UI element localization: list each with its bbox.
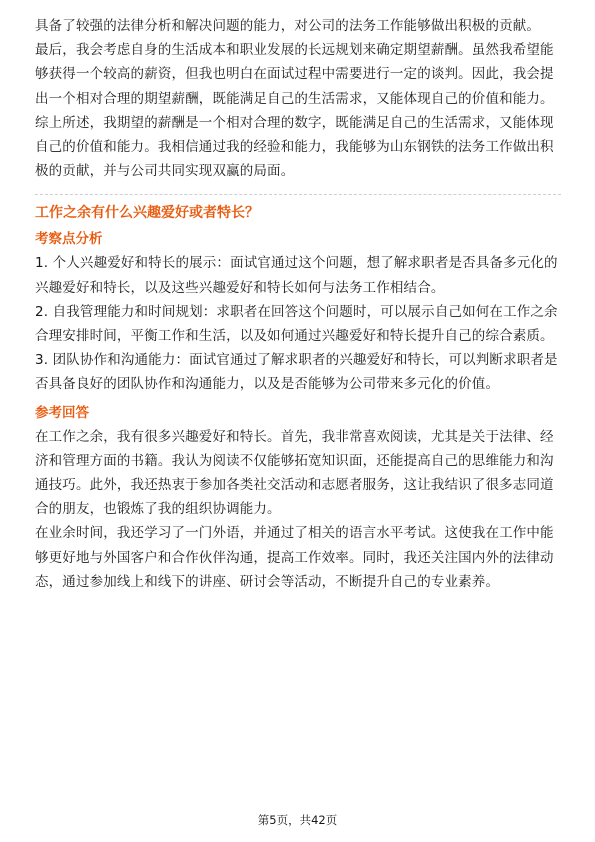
intro-paragraph: 最后，我会考虑自身的生活成本和职业发展的长远规划来确定期望薪酬。虽然我希望能够获得一个较高的薪资，但我也明白在面试过程中需要进行一定的谈判。因此，我会提出一个相对合理的期望薪酬，既能满足自己的生活需求，又能体现自己的价值和能力。 [35,42,554,107]
intro-paragraph: 具备了较强的法律分析和解决问题的能力，对公司的法务工作能够做出积极的贡献。 [35,18,541,34]
analysis-point: 3. 团队协作和沟通能力：面试官通过了解求职者的兴趣爱好和特长，可以判断求职者是否具备良好的团队协作和沟通能力，以及是否能够为公司带来多元化的价值。 [35,352,558,393]
analysis-point: 1. 个人兴趣爱好和特长的展示：面试官通过这个问题，想了解求职者是否具备多元化的兴趣爱好和特长，以及这些兴趣爱好和特长如何与法务工作相结合。 [35,255,558,296]
answer-paragraph: 在工作之余，我有很多兴趣爱好和特长。首先，我非常喜欢阅读，尤其是关于法律、经济和管理方面的书籍。我认为阅读不仅能够拓宽知识面，还能提高自己的思维能力和沟通技巧。此外，我还热衷于参加各类社交活动和志愿者服务，这让我结识了很多志同道合的朋友，也锻炼了我的组织协调能力。 [35,428,554,518]
analysis-point: 2. 自我管理能力和时间规划：求职者在回答这个问题时，可以展示自己如何在工作之余合理安排时间，平衡工作和生活，以及如何通过兴趣爱好和特长提升自己的综合素质。 [35,303,558,345]
question-title: 工作之余有什么兴趣爱好或者特长？ [35,205,259,222]
intro-section [35,14,561,183]
section-divider [35,194,561,195]
analysis-heading: 考察点分析 [35,231,103,248]
answer-paragraph: 在业余时间，我还学习了一门外语，并通过了相关的语言水平考试。这使我在工作中能够更好地与外国客户和合作伙伴沟通，提高工作效率。同时，我还关注国内外的法律动态，通过参加线上和线下的讲座、研讨会等活动，不断提升自己的专业素养。 [35,525,554,590]
intro-paragraph: 综上所述，我期望的薪酬是一个相对合理的数字，既能满足自己的生活需求，又能体现自己的价值和能力。我相信通过我的经验和能力，我能够为山东钢铁的法务工作做出积极的贡献，并与公司共同实现双赢的局面。 [35,114,554,180]
answer-section [35,425,561,594]
page-content [35,14,561,594]
page-footer: 第5页，共42页 [257,813,338,827]
analysis-list [35,251,561,396]
answer-heading: 参考回答 [35,404,89,421]
